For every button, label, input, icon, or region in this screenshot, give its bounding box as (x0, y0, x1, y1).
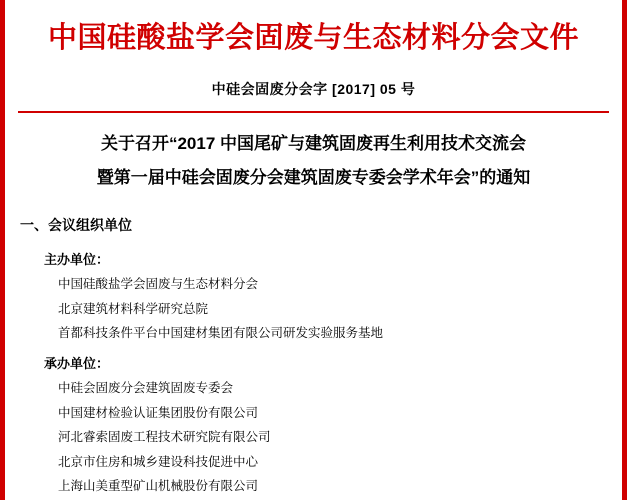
document-title-line-1: 关于召开“2017 中国尾矿与建筑固废再生利用技术交流会 (100, 134, 527, 154)
document-title (18, 113, 609, 203)
document-header-title: 中国硅酸盐学会固废与生态材料分会文件 (47, 22, 579, 54)
list-item: 首都科技条件平台中国建材集团有限公司研发实验服务基地 (58, 326, 384, 341)
organizer-organization-list (18, 376, 609, 498)
group-label-organizer: 承办单位： (44, 356, 110, 372)
list-item: 中国硅酸盐学会固废与生态材料分会 (58, 277, 259, 292)
group-label-host: 主办单位： (44, 252, 110, 268)
list-item: 河北睿索固废工程技术研究院有限公司 (58, 430, 271, 445)
document-title-line-2: 暨第一届中硅会固废分会建筑固废专委会学术年会”的通知 (96, 168, 531, 188)
left-red-border (0, 0, 5, 500)
section-heading-organizers: 一、会议组织单位 (20, 217, 132, 234)
document-number: 中硅会固废分会字 [2017] 05 号 (211, 81, 416, 98)
list-item: 北京市住房和城乡建设科技促进中心 (58, 454, 259, 469)
list-item: 中硅会固废分会建筑固废专委会 (58, 381, 234, 396)
list-item: 北京建筑材料科学研究总院 (58, 301, 209, 316)
right-red-border (622, 0, 627, 500)
list-item: 中国建材检验认证集团股份有限公司 (58, 405, 259, 420)
host-organization-list (18, 272, 609, 345)
list-item: 上海山美重型矿山机械股份有限公司 (58, 478, 259, 493)
